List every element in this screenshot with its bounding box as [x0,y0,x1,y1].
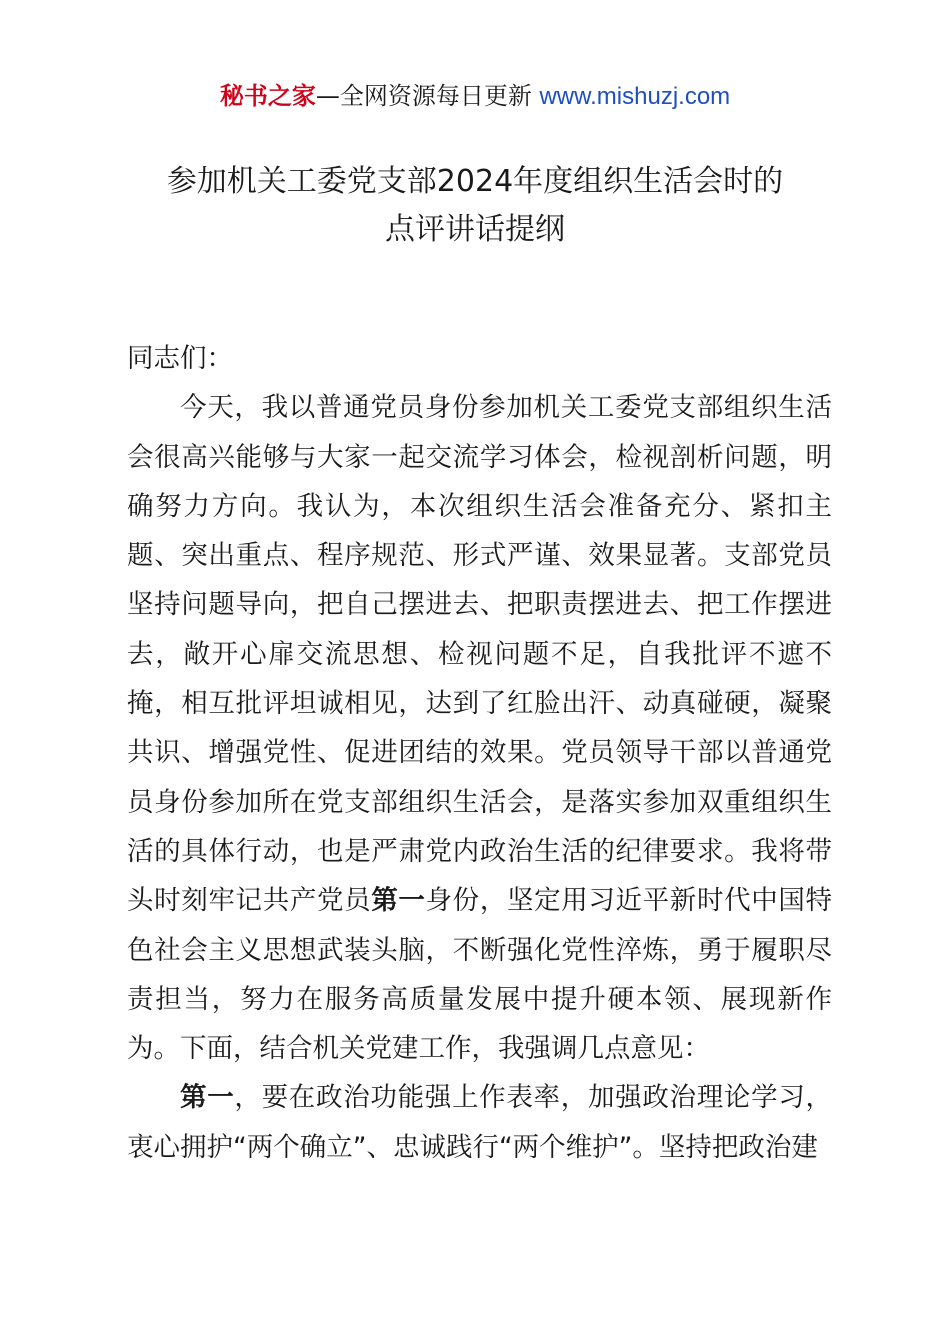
document-body [127,334,832,1172]
site-tagline: —全网资源每日更新 [315,82,532,110]
salutation: 同志们： [127,343,233,374]
paragraph-2-text: ，要在政治功能强上作表率，加强政治理论学习，衷心拥护“两个确立”、忠诚践行“两个维护”。坚持把政治建 [127,1082,833,1163]
site-url-link[interactable]: www.mishuzj.com [539,83,731,110]
paragraph-1-text-b: 身份，坚定用习近平新时代中国特色社会主义思想武装头脑，不断强化党性淬炼，勇于履职尽责担当，努力在服务高质量发展中提升硬本领、展现新作为。下面，结合机关党建工作，我强调几点意见： [127,885,833,1065]
paragraph-1-bold: 第一 [371,885,426,917]
document-title [80,158,870,254]
paragraph-2-bold: 第一 [180,1082,235,1114]
paragraph-1-text-a: 今天，我以普通党员身份参加机关工委党支部组织生活会很高兴能够与大家一起交流学习体会，检视剖析问题，明确努力方向。我认为，本次组织生活会准备充分、紧扣主题、突出重点、程序规范、形式严谨、效果显著。支部党员坚持问题导向，把自己摆进去、把职责摆进去、把工作摆进去，敞开心扉交流思想、检视问题不足，自我批评不遮不掩，相互批评坦诚相见，达到了红脸出汗、动真碰硬，凝聚共识、增强党性、促进团结的效果。党员领导干部以普通党员身份参加所在党支部组织生活会，是落实参加双重组织生活的具体行动，也是严肃党内政治生活的纪律要求。我将带头时刻牢记共产党员 [127,392,832,917]
document-title-line-1: 参加机关工委党支部2024年度组织生活会时的 [166,164,784,199]
site-brand: 秘书之家 [219,82,316,110]
paragraph-1 [127,383,832,1073]
paragraph-2 [127,1073,832,1172]
site-header [0,78,950,115]
document-title-line-2: 点评讲话提纲 [385,212,565,247]
